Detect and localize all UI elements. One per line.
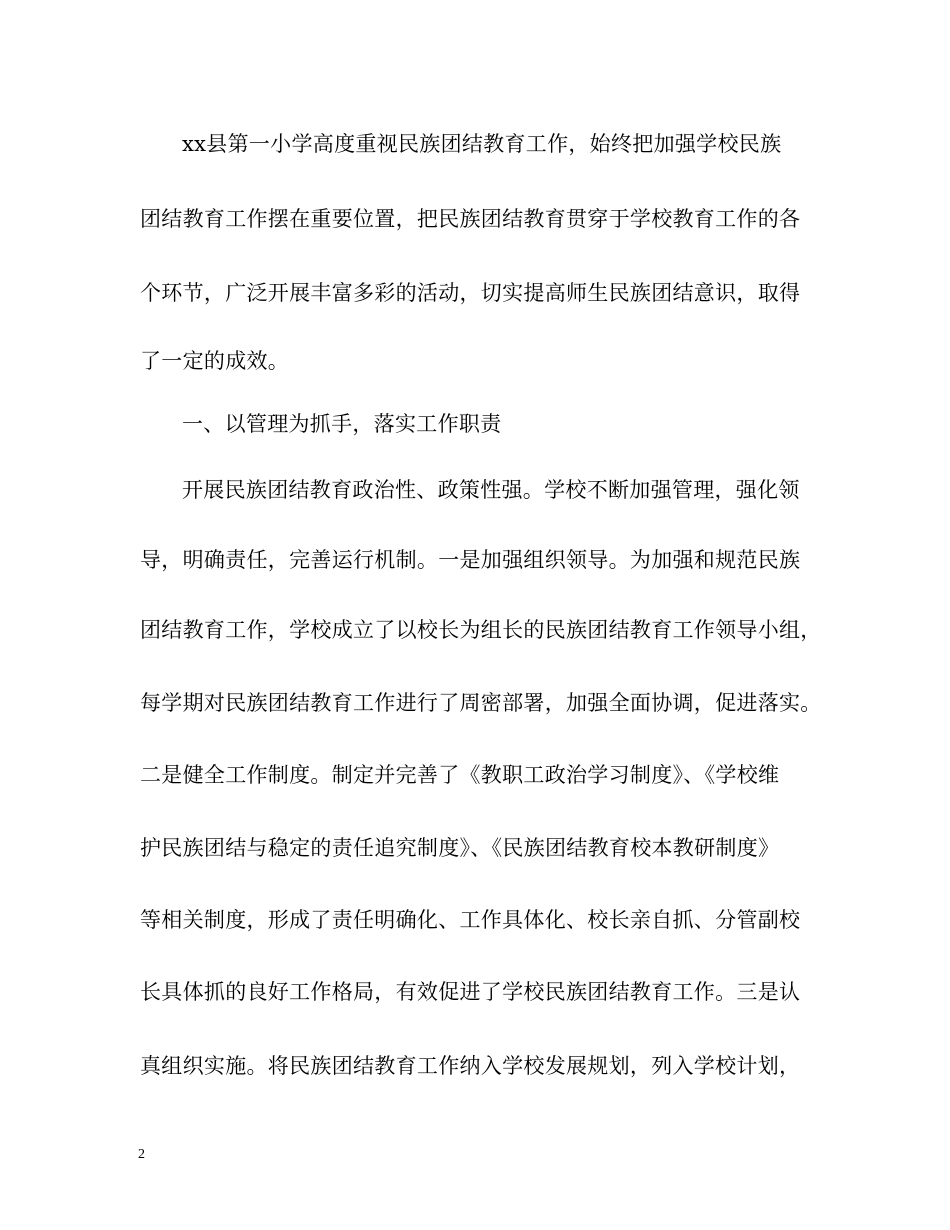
paragraph-line: 每学期对民族团结教育工作进行了周密部署，加强全面协调，促进落实。 [140,691,822,715]
paragraph-line: 了一定的成效。 [140,349,290,373]
paragraph-line: 真组织实施。将民族团结教育工作纳入学校发展规划，列入学校计划， [140,1054,801,1078]
paragraph-line: 二是健全工作制度。制定并完善了《教职工政治学习制度》、《学校维 [140,763,780,787]
paragraph-line: 团结教育工作摆在重要位置，把民族团结教育贯穿于学校教育工作的各 [140,207,801,231]
paragraph-line: 护民族团结与稳定的责任追究制度》、《民族团结教育校本教研制度》 [140,836,780,860]
paragraph-line: 导，明确责任，完善运行机制。一是加强组织领导。为加强和规范民族 [140,548,801,572]
paragraph-line: 开展民族团结教育政治性、政策性强。学校不断加强管理，强化领 [182,478,800,502]
paragraph-line: 长具体抓的良好工作格局，有效促进了学校民族团结教育工作。三是认 [140,980,801,1004]
paragraph-line: 个环节，广泛开展丰富多彩的活动，切实提高师生民族团结意识，取得 [140,281,801,305]
paragraph-line: 团结教育工作，学校成立了以校长为组长的民族团结教育工作领导小组， [140,618,822,642]
paragraph-line: xx县第一小学高度重视民族团结教育工作，始终把加强学校民族 [182,132,782,156]
page-number: 2 [138,1147,145,1162]
paragraph-line: 等相关制度，形成了责任明确化、工作具体化、校长亲自抓、分管副校 [140,908,801,932]
section-heading: 一、以管理为抓手，落实工作职责 [182,412,502,436]
